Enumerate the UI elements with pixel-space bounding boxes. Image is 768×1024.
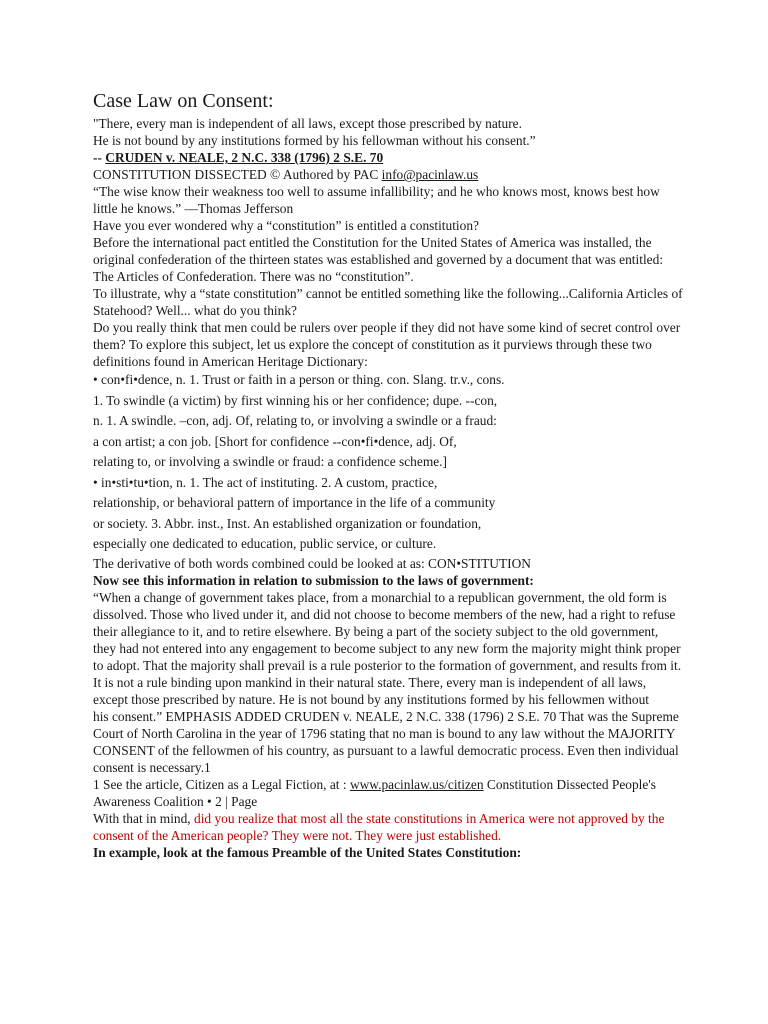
- definition-line: relationship, or behavioral pattern of importance in the life of a community: [93, 495, 496, 510]
- email-link[interactable]: info@pacinlaw.us: [381, 167, 479, 182]
- para-rulers: Do you really think that men could be rulers over people if they did not have some kind of secret control over them? To explore this subject, let us explore the concept of constitution as it purviews through these two definitions found in American Heritage Dictionary:: [93, 320, 681, 369]
- mind-lead: With that in mind,: [93, 810, 194, 826]
- citation-prefix: --: [93, 150, 106, 165]
- definition-line: relating to, or involving a swindle or fraud: a confidence scheme.]: [93, 454, 447, 469]
- red-emphasis: did you realize that most all the state constitutions in America were not approved by the consent of the American people? They were not. They were just established.: [93, 810, 665, 843]
- footnote: [93, 776, 683, 810]
- quote-line-1: "There, every man is independent of all laws, except those prescribed by nature.: [93, 116, 522, 131]
- para-articles: Before the international pact entitled the Constitution for the United States of America was installed, the original confederation of the thirteen states was established and governed by a document that was entitled: The Articles of Confederation. There was no “constitution”.: [93, 235, 664, 284]
- definition-line: especially one dedicated to education, public service, or culture.: [93, 536, 437, 551]
- definition-line: or society. 3. Abbr. inst., Inst. An established organization or foundation,: [93, 515, 482, 531]
- document-page: [93, 88, 683, 861]
- definitions-block: [93, 370, 683, 555]
- derivative-line: The derivative of both words combined could be looked at as: CON•STITUTION: [93, 555, 531, 571]
- credit-line: [93, 166, 683, 183]
- credit-text: CONSTITUTION DISSECTED © Authored by PAC: [93, 167, 382, 182]
- para-illustrate: To illustrate, why a “state constitution” cannot be entitled something like the following...California Articles of Statehood? Well... what do you think?: [93, 286, 683, 318]
- citizen-link[interactable]: www.pacinlaw.us/citizen: [349, 776, 484, 792]
- question-line: Have you ever wondered why a “constitution” is entitled a constitution?: [93, 218, 479, 233]
- quote-line-2: He is not bound by any institutions formed by his fellowman without his consent.”: [93, 133, 536, 148]
- definition-line: • in•sti•tu•tion, n. 1. The act of instituting. 2. A custom, practice,: [93, 474, 438, 490]
- definition-line: • con•fi•dence, n. 1. Trust or faith in a person or thing. con. Slang. tr.v., cons.: [93, 372, 505, 387]
- definition-line: n. 1. A swindle. –con, adj. Of, relating to, or involving a swindle or a fraud:: [93, 413, 497, 428]
- citation-case: CRUDEN v. NEALE, 2 N.C. 338 (1796) 2 S.E. 70: [105, 150, 384, 165]
- long-quote: “When a change of government takes place, from a monarchial to a republican government, the old form is dissolved. Those who lived under it, and did not choose to become members of the new, had a right to refuse their allegiance to it, and to retire elsewhere. By being a part of the society subject to the old government, they had not entered into any engagement to become subject to any new form the majority might think proper to adopt. That the majority shall prevail is a rule posterior to the formation of government, and results from it. It is not a rule binding upon mankind in their natural state. There, every man is independent of all laws, except those prescribed by nature. He is not bound by any institutions formed by his fellowmen without: [93, 589, 682, 707]
- footnote-text: 1 See the article, Citizen as a Legal Fiction, at :: [93, 776, 350, 792]
- long-quote-end: his consent.” EMPHASIS ADDED CRUDEN v. NEALE, 2 N.C. 338 (1796) 2 S.E. 70 That was the Supreme Court of North Carolina in the year of 1796 stating that no man is bound to any law without the MAJORITY CONSENT of the fellowmen of his country, as pursuant to a lawful democratic process. Even then individual consent is necessary.1: [93, 708, 679, 775]
- definition-line: a con artist; a con job. [Short for confidence --con•fi•dence, adj. Of,: [93, 433, 457, 449]
- jefferson-quote: “The wise know their weakness too well to assume infallibility; and he who knows most, knows best how little he knows.” —Thomas Jefferson: [93, 184, 660, 216]
- definition-line: 1. To swindle (a victim) by first winning his or her confidence; dupe. --con,: [93, 392, 498, 408]
- mind-paragraph: [93, 810, 683, 844]
- bold-heading: Now see this information in relation to submission to the laws of government:: [93, 572, 534, 588]
- case-citation: [93, 149, 683, 166]
- page-title: Case Law on Consent:: [93, 90, 274, 112]
- footnote-after: Constitution Dissected People's Awareness Coalition • 2 | Page: [93, 776, 656, 809]
- final-bold-line: In example, look at the famous Preamble of the United States Constitution:: [93, 844, 522, 860]
